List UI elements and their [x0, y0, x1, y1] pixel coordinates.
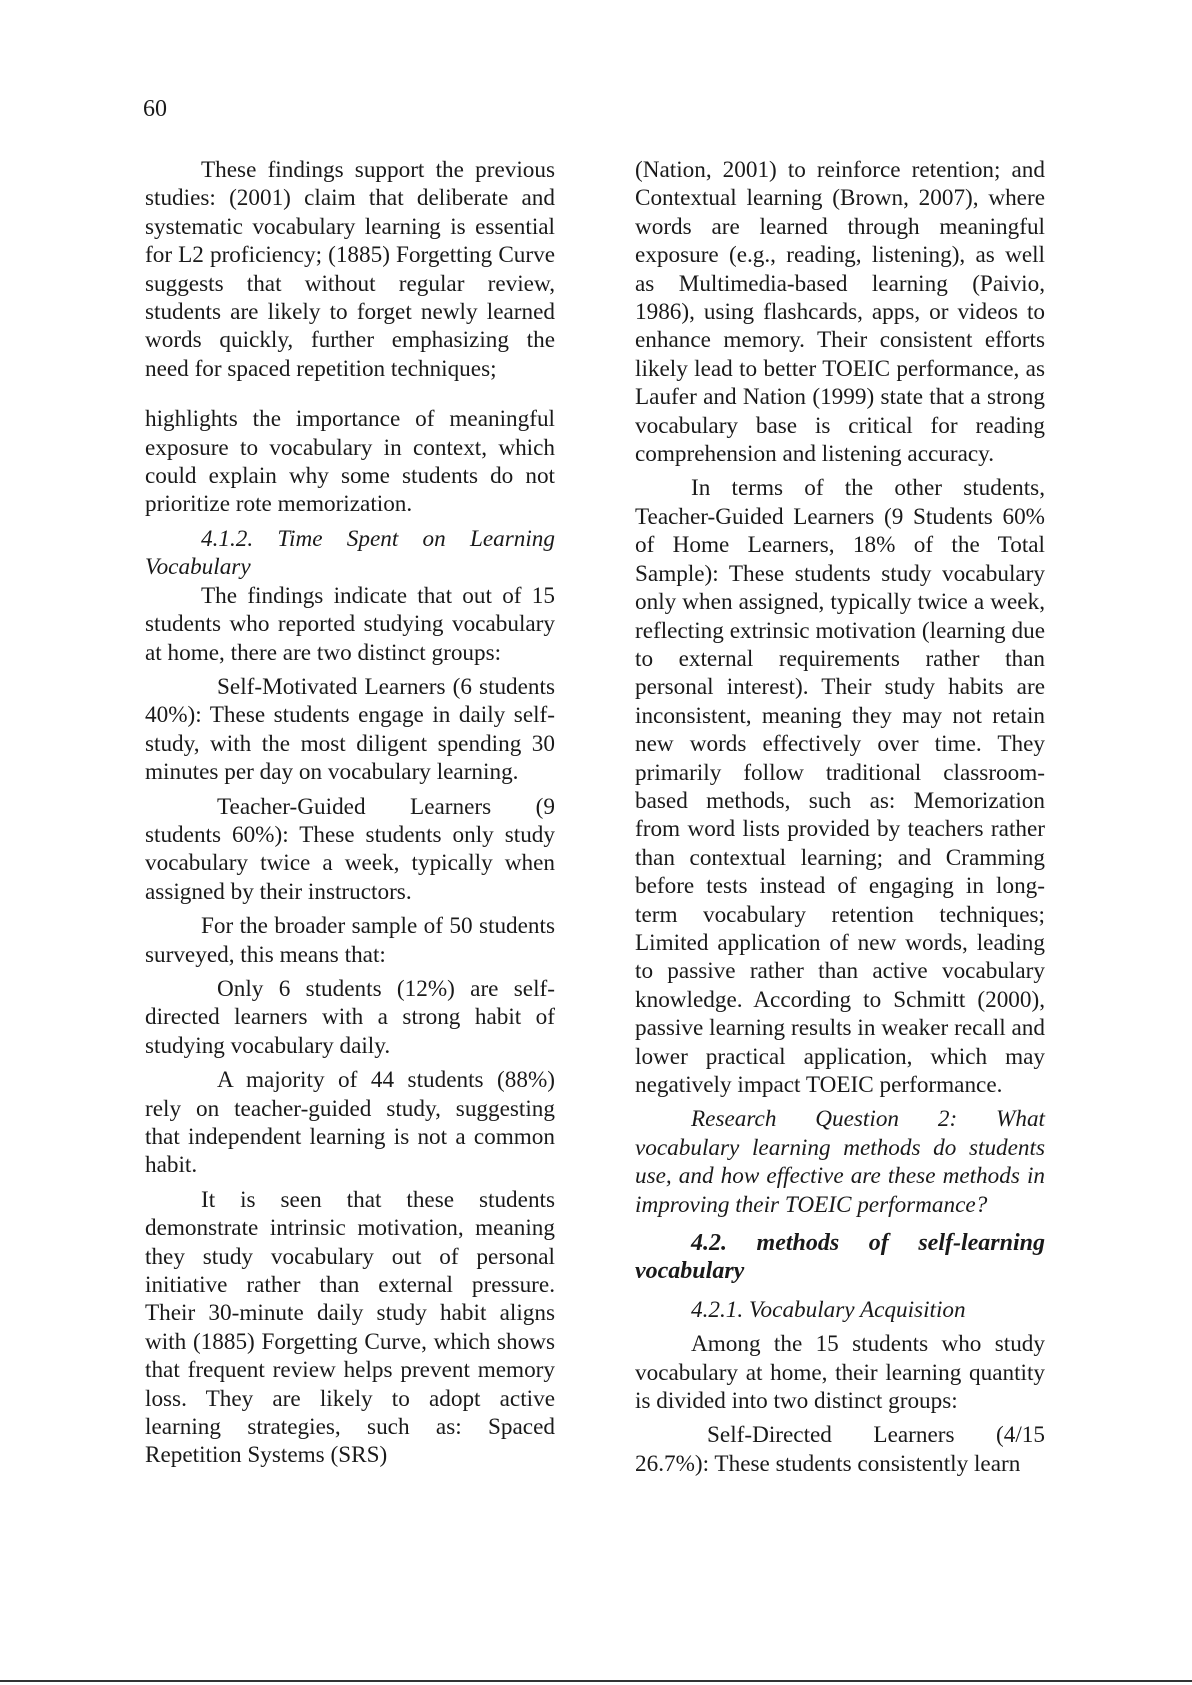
- section-heading-4-2: 4.2. methods of self-learning vocabulary: [635, 1230, 1045, 1285]
- paragraph: The findings indicate that out of 15 students who reported studying vocabulary at home, there are two distinct groups:: [145, 582, 555, 666]
- paragraph: In terms of the other students, Teacher-Guided Learners (9 Students 60% of Home Learners, 18% of the Total Sample): These students study vocabulary only when assigned, typically twice a week, reflecting extrinsic motivation (learning due to external requirements rather than personal interest). Their study habits are inconsistent, meaning they may not retain new words effectively over time. They primarily follow traditional classroom-based methods, such as: Memorization from word lists provided by teachers rather than contextual learning; and Cramming before tests instead of engaging in long-term vocabulary retention techniques; Limited application of new words, leading to passive rather than active vocabulary knowledge. According to Schmitt (2000), passive learning results in weaker recall and lower practical application, which may negatively impact TOEIC performance.: [635, 475, 1045, 1098]
- paragraph: A majority of 44 students (88%) rely on teacher-guided study, suggesting that independent learning is not a common habit.: [145, 1067, 555, 1179]
- paragraph: Teacher-Guided Learners (9 students 60%): These students only study vocabulary twice a week, typically when assigned by their instructors.: [145, 793, 555, 905]
- paragraph: Self-Directed Learners (4/15 26.7%): These students consistently learn: [635, 1422, 1045, 1477]
- section-heading-4-1-2: 4.1.2. Time Spent on Learning Vocabulary: [145, 525, 555, 581]
- paragraph: Among the 15 students who study vocabulary at home, their learning quantity is divided into two distinct groups:: [635, 1331, 1045, 1415]
- left-column: [145, 156, 555, 1470]
- paragraph: For the broader sample of 50 students surveyed, this means that:: [145, 913, 555, 968]
- research-question: Research Question 2: What vocabulary learning methods do students use, and how effective are these methods in improving their TOEIC performance?: [635, 1106, 1045, 1218]
- paragraph: (Nation, 2001) to reinforce retention; and Contextual learning (Brown, 2007), where words are learned through meaningful exposure (e.g., reading, listening), as well as Multimedia-based learning (Paivio, 1986), using flashcards, apps, or videos to enhance memory. Their consistent efforts likely lead to better TOEIC performance, as Laufer and Nation (1999) state that a strong vocabulary base is critical for reading comprehension and listening accuracy.: [635, 157, 1045, 468]
- paragraph: These findings support the previous studies: (2001) claim that deliberate and systematic vocabulary learning is essential for L2 proficiency; (1885) Forgetting Curve suggests that without regular review, students are likely to forget newly learned words quickly, further emphasizing the need for spaced repetition techniques;: [145, 157, 555, 382]
- page-bottom-rule: [0, 1680, 1192, 1682]
- paragraph: Self-Motivated Learners (6 students 40%): These students engage in daily self-study, with the most diligent spending 30 minutes per day on vocabulary learning.: [145, 673, 555, 786]
- paragraph: Only 6 students (12%) are self-directed learners with a strong habit of studying vocabulary daily.: [145, 975, 555, 1059]
- page-number: 60: [143, 96, 167, 122]
- paragraph: highlights the importance of meaningful exposure to vocabulary in context, which could explain why some students do not prioritize rote memorization.: [145, 406, 555, 518]
- section-heading-4-2-1: 4.2.1. Vocabulary Acquisition: [691, 1296, 966, 1323]
- right-column: [635, 156, 1045, 1478]
- spacer: [145, 383, 555, 405]
- paragraph: It is seen that these students demonstrate intrinsic motivation, meaning they study vocabulary out of personal initiative rather than external pressure. Their 30-minute daily study habit aligns with (1885) Forgetting Curve, which shows that frequent review helps prevent memory loss. They are likely to adopt active learning strategies, such as: Spaced Repetition Systems (SRS): [145, 1186, 555, 1469]
